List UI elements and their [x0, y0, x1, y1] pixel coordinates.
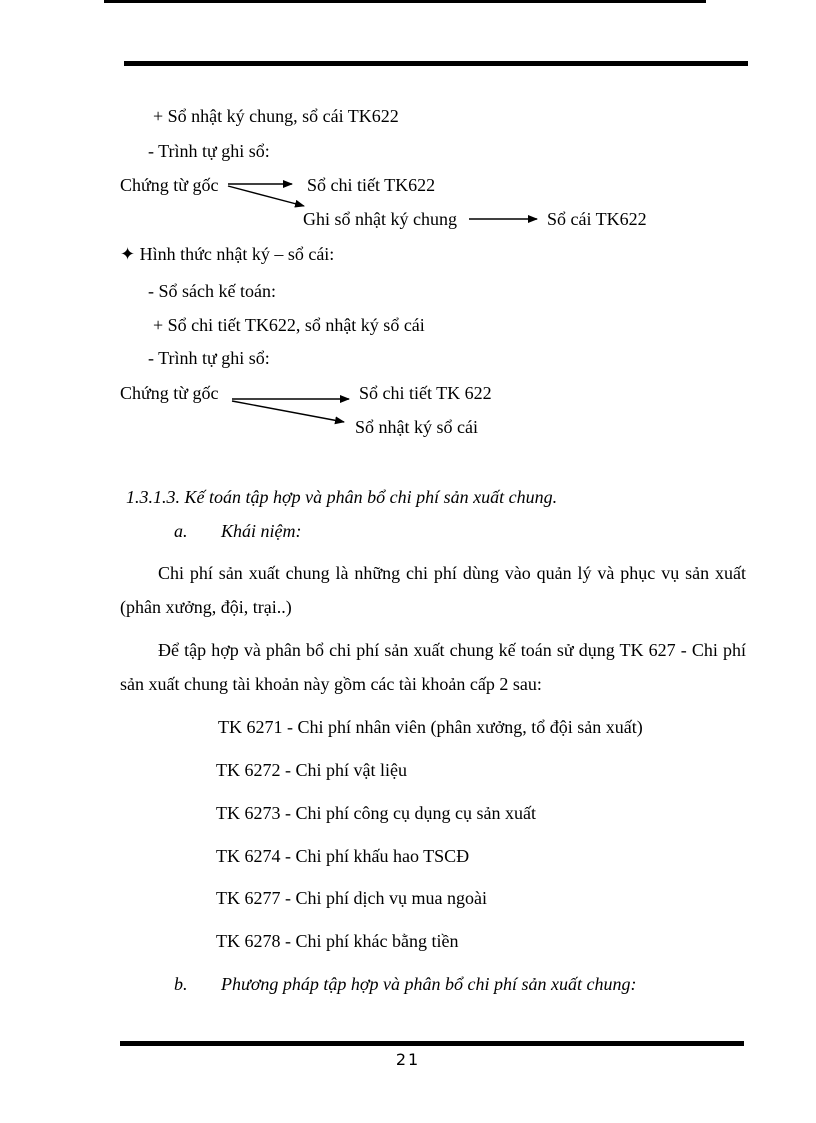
flow-arrow	[228, 186, 304, 206]
account-item: TK 6277 - Chi phí dịch vụ mua ngoài	[216, 888, 487, 908]
flow-source: Chứng từ gốc	[120, 175, 219, 195]
text-line: - Sổ sách kế toán:	[148, 281, 276, 301]
text-line: - Trình tự ghi sổ:	[148, 141, 270, 161]
header-rule	[124, 61, 748, 66]
flow-target: Sổ nhật ký sổ cái	[355, 417, 478, 437]
account-item: TK 6278 - Chi phí khác bằng tiền	[216, 931, 459, 951]
header-rule-top	[104, 0, 706, 3]
flow-target: Ghi sổ nhật ký chung	[303, 209, 457, 229]
text-line: - Trình tự ghi sổ:	[148, 348, 270, 368]
account-item: TK 6274 - Chi phí khấu hao TSCĐ	[216, 846, 470, 866]
account-item: TK 6273 - Chi phí công cụ dụng cụ sản xuất	[216, 803, 536, 823]
flow-arrow	[232, 401, 344, 422]
flow-source: Chứng từ gốc	[120, 383, 219, 403]
text-line: + Sổ nhật ký chung, sổ cái TK622	[153, 106, 399, 126]
flow-target: Sổ cái TK622	[547, 209, 647, 229]
text-line: + Sổ chi tiết TK622, sổ nhật ký sổ cái	[153, 315, 425, 335]
list-label: b.	[174, 974, 188, 994]
section-heading: 1.3.1.3. Kế toán tập hợp và phân bổ chi phí sản xuất chung.	[126, 487, 558, 507]
account-item: TK 6271 - Chi phí nhân viên (phân xưởng, tổ đội sản xuất)	[218, 717, 643, 737]
paragraph: Để tập hợp và phân bổ chi phí sản xuất chung kế toán sử dụng TK 627 - Chi phí sản xuất chung tài khoản này gồm các tài khoản cấp 2 sau:	[120, 640, 746, 694]
list-label: a.	[174, 521, 188, 541]
subheading: Khái niệm:	[221, 521, 302, 541]
footer-rule	[120, 1041, 744, 1046]
section-heading: ✦ Hình thức nhật ký – sổ cái:	[120, 244, 335, 264]
page-number: 21	[395, 1050, 421, 1069]
paragraph: Chi phí sản xuất chung là những chi phí dùng vào quản lý và phục vụ sản xuất (phân xưởng, đội, trại..)	[120, 563, 746, 617]
account-item: TK 6272 - Chi phí vật liệu	[216, 760, 407, 780]
flow-target: Sổ chi tiết TK622	[307, 175, 436, 195]
flow-target: Sổ chi tiết TK 622	[359, 383, 492, 403]
subheading: Phương pháp tập hợp và phân bổ chi phí sản xuất chung:	[221, 974, 637, 994]
